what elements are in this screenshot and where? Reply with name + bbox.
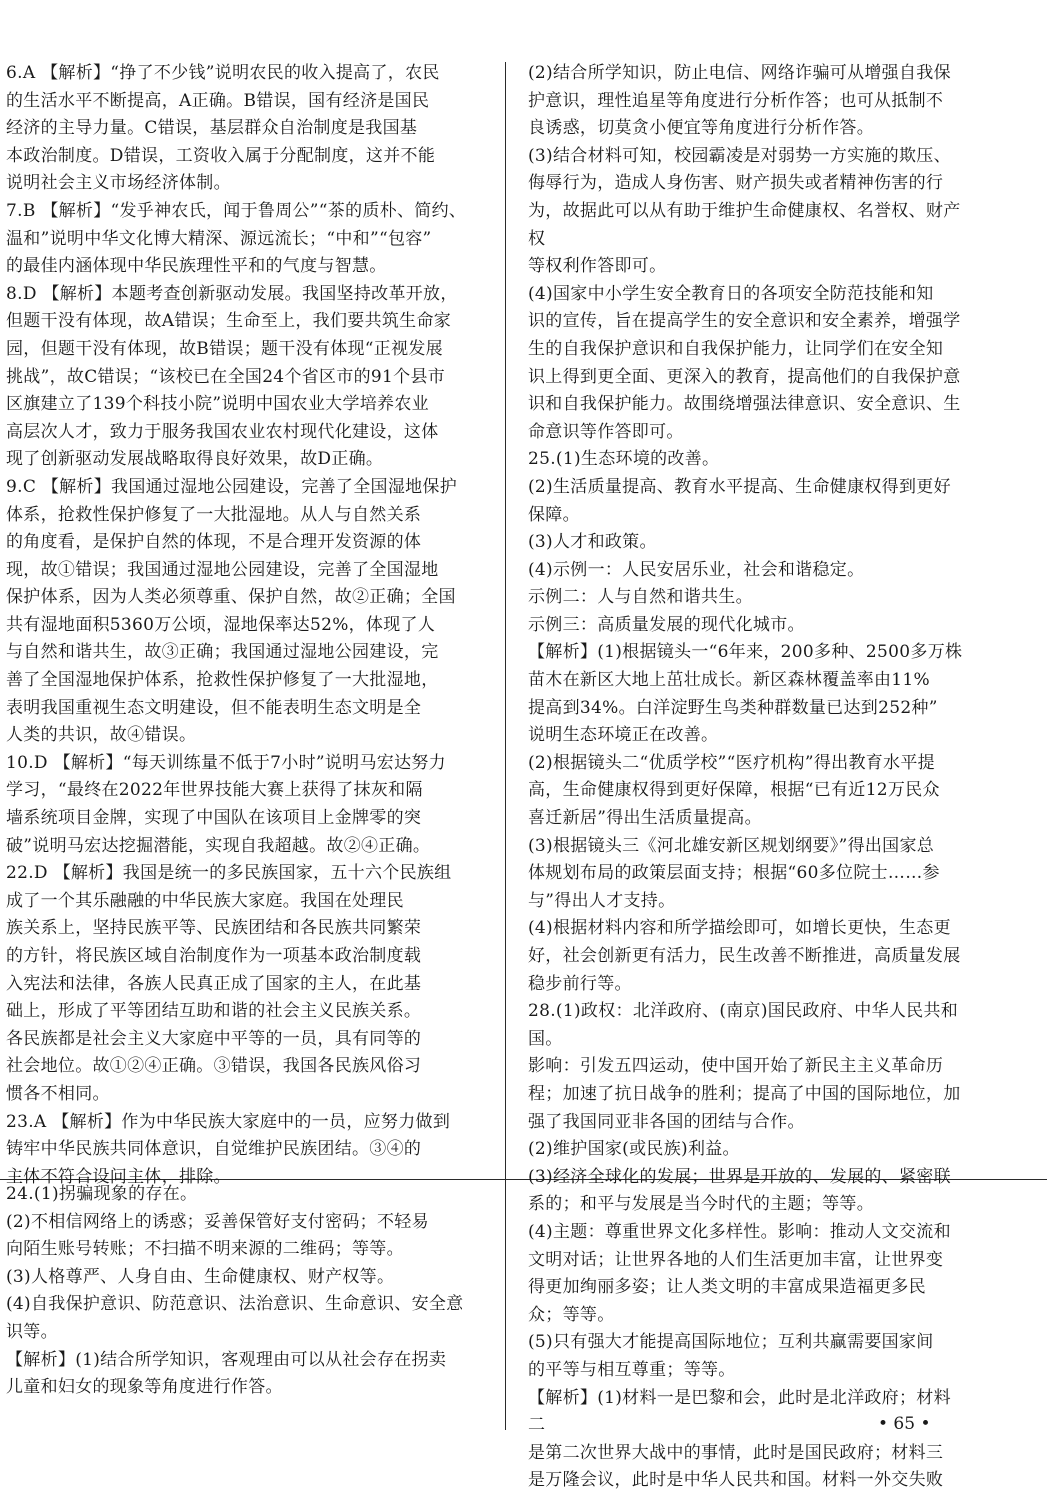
text-line: 经济的主导力量。C错误，基层群众自治制度是我国基 — [6, 118, 418, 139]
text-line: 说明生态环境正在改善。 — [528, 725, 719, 746]
text-line: 与”得出人才支持。 — [528, 890, 676, 911]
text-line: 识和自我保护能力。故围绕增强法律意识、安全意识、生 — [528, 394, 961, 415]
text-line: 体系，抢救性保护修复了一大批湿地。从人与自然关系 — [6, 504, 422, 525]
left-column-bottom — [6, 1181, 484, 1402]
text-line: 【解析】(1)结合所学知识，客观理由可以从社会存在拐卖 — [6, 1349, 447, 1370]
text-line: 生的自我保护意识和自我保护能力，让同学们在安全知 — [528, 338, 944, 359]
column-divider-lower — [505, 1180, 506, 1430]
text-line: (3)人才和政策。 — [528, 532, 657, 553]
text-line: (3)人格尊严、人身自由、生命健康权、财产权等。 — [6, 1266, 395, 1287]
text-line: 7.B 【解析】“发乎神农氏，闻于鲁周公”“茶的质朴、简约、 — [6, 200, 467, 221]
text-line: 识等。 — [6, 1321, 58, 1342]
text-line: 础上，形成了平等团结互助和谐的社会主义民族关系。 — [6, 1001, 422, 1022]
text-line: 说明社会主义市场经济体制。 — [6, 173, 231, 194]
text-line: 保障。 — [528, 504, 580, 525]
text-line: 良诱惑，切莫贪小便宜等角度进行分析作答。 — [528, 118, 874, 139]
text-line: (4)国家中小学生安全教育日的各项安全防范技能和知 — [528, 283, 934, 304]
text-line: 但题干没有体现，故A错误；生命至上，我们要共筑生命家 — [6, 311, 452, 332]
text-line: (2)生活质量提高、教育水平提高、生命健康权得到更好 — [528, 476, 951, 497]
text-line: 【解析】(1)根据镜头一“6年来，200多种、2500多万株 — [528, 642, 963, 663]
text-line: (4)根据材料内容和所学描绘即可，如增长更快，生态更 — [528, 918, 951, 939]
text-line: 惯各不相同。 — [6, 1083, 110, 1104]
text-line: 得更加绚丽多姿；让人类文明的丰富成果造福更多民 — [528, 1277, 926, 1298]
text-line: 各民族都是社会主义大家庭中平等的一员，具有同等的 — [6, 1028, 422, 1049]
text-line: 主体不符合设问主体，排除。 — [6, 1166, 231, 1187]
text-line: 区旗建立了139个科技小院”说明中国农业大学培养农业 — [6, 394, 429, 415]
text-line: (3)结合材料可知，校园霸凌是对弱势一方实施的欺压、 — [528, 145, 951, 166]
text-line: 向陌生账号转账；不扫描不明来源的二维码；等等。 — [6, 1239, 404, 1260]
text-line: 众；等等。 — [528, 1304, 615, 1325]
text-line: 现了创新驱动发展战略取得良好效果，故D正确。 — [6, 449, 384, 470]
text-line: (2)根据镜头二“优质学校”“医疗机构”得出教育水平提 — [528, 752, 935, 773]
left-column-top — [6, 60, 484, 1191]
answer-entry — [6, 198, 484, 281]
right-column — [528, 60, 968, 1495]
text-line: 体规划布局的政策层面支持；根据“60多位院士……参 — [528, 863, 940, 884]
answer-entry — [6, 1181, 484, 1402]
text-line: 表明我国重视生态文明建设，但不能表明生态文明是全 — [6, 697, 422, 718]
text-line: (2)不相信网络上的诱惑；妥善保管好支付密码；不轻易 — [6, 1211, 429, 1232]
text-line: 24.(1)拐骗现象的存在。 — [6, 1184, 198, 1204]
answer-entry — [6, 860, 484, 1108]
text-line: 好，社会创新更有活力，民生改善不断推进，高质量发展 — [528, 946, 961, 966]
text-line: 28.(1)政权：北洋政府、(南京)国民政府、中华人民共和国。 — [528, 1001, 959, 1049]
text-line: 破”说明马宏达挖掘潜能，实现自我超越。故②④正确。 — [6, 835, 431, 856]
answer-entry — [528, 281, 968, 447]
answer-entry — [6, 474, 484, 750]
text-line: 命意识等作答即可。 — [528, 421, 684, 442]
text-line: 6.A 【解析】“挣了不少钱”说明农民的收入提高了，农民 — [6, 63, 440, 83]
answer-entry — [6, 750, 484, 860]
page-number: • 65 • — [878, 1414, 931, 1434]
text-line: (3)经济全球化的发展；世界是开放的、发展的、紧密联 — [528, 1166, 951, 1187]
text-line: 强了我国同亚非各国的团结与合作。 — [528, 1111, 805, 1132]
text-line: 温和”说明中华文化博大精深、源远流长；“中和”“包容” — [6, 228, 432, 249]
text-line: 挑战”，故C错误；“该校已在全国24个省区市的91个县市 — [6, 366, 446, 387]
text-line: 系的；和平与发展是当今时代的主题；等等。 — [528, 1194, 874, 1215]
text-line: 的方针，将民族区域自治制度作为一项基本政治制度载 — [6, 946, 422, 966]
text-line: 成了一个其乐融融的中华民族大家庭。我国在处理民 — [6, 890, 404, 911]
text-line: 示例三：高质量发展的现代化城市。 — [528, 614, 805, 635]
text-line: 现，故①错误；我国通过湿地公园建设，完善了全国湿地 — [6, 559, 439, 580]
text-line: 提高到34%。白洋淀野生鸟类种群数量已达到252种” — [528, 697, 938, 718]
text-line: 的最佳内涵体现中华民族理性平和的气度与智慧。 — [6, 256, 387, 277]
text-line: 人类的共识，故④错误。 — [6, 725, 197, 746]
text-line: 喜迁新居”得出生活质量提高。 — [528, 808, 762, 829]
text-line: 学习，“最终在2022年世界技能大赛上获得了抹灰和隔 — [6, 780, 423, 801]
text-line: 墙系统项目金牌，实现了中国队在该项目上金牌零的突 — [6, 808, 422, 829]
answer-entry — [528, 60, 968, 143]
text-line: 识上得到更全面、更深入的教育，提高他们的自我保护意 — [528, 366, 961, 387]
text-line: 入宪法和法律，各族人民真正成了国家的主人，在此基 — [6, 973, 422, 994]
text-line: 高层次人才，致力于服务我国农业农村现代化建设，这体 — [6, 421, 439, 442]
text-line: 22.D 【解析】我国是统一的多民族国家，五十六个民族组 — [6, 863, 452, 884]
text-line: 的平等与相互尊重；等等。 — [528, 1359, 736, 1380]
text-line: 保护体系，因为人类必须尊重、保护自然，故②正确；全国 — [6, 587, 456, 608]
text-line: 9.C 【解析】我国通过湿地公园建设，完善了全国湿地保护 — [6, 476, 458, 497]
text-line: 与自然和谐共生，故③正确；我国通过湿地公园建设，完 — [6, 642, 439, 663]
column-divider — [505, 62, 506, 1182]
text-line: 的生活水平不断提高，A正确。B错误，国有经济是国民 — [6, 90, 430, 111]
text-line: 儿童和妇女的现象等角度进行作答。 — [6, 1377, 283, 1398]
text-line: 影响：引发五四运动，使中国开始了新民主主义革命历 — [528, 1056, 944, 1077]
answer-entry — [6, 1109, 484, 1192]
text-line: (4)示例一：人民安居乐业，社会和谐稳定。 — [528, 559, 865, 580]
text-line: (4)主题：尊重世界文化多样性。影响：推动人文交流和 — [528, 1221, 951, 1242]
text-line: 文明对话；让世界各地的人们生活更加丰富，让世界变 — [528, 1249, 944, 1270]
text-line: 8.D 【解析】本题考查创新驱动发展。我国坚持改革开放， — [6, 283, 458, 304]
text-line: 稳步前行等。 — [528, 973, 632, 994]
text-line: 25.(1)生态环境的改善。 — [528, 449, 720, 470]
text-line: 为，故据此可以从有助于维护生命健康权、名誉权、财产权 — [528, 200, 961, 249]
text-line: 护意识，理性追星等角度进行分析作答；也可从抵制不 — [528, 90, 944, 111]
text-line: 的角度看，是保护自然的体现，不是合理开发资源的体 — [6, 532, 422, 553]
text-line: 是第二次世界大战中的事情，此时是国民政府；材料三 — [528, 1442, 944, 1463]
text-line: 善了全国湿地保护体系，抢救性保护修复了一大批湿地， — [6, 670, 439, 691]
text-line: 【解析】(1)材料一是巴黎和会，此时是北洋政府；材料二 — [528, 1387, 951, 1436]
text-line: 23.A 【解析】作为中华民族大家庭中的一员，应努力做到 — [6, 1111, 451, 1132]
text-line: 是万隆会议，此时是中华人民共和国。材料一外交失败 — [528, 1470, 944, 1491]
text-line: 识的宣传，旨在提高学生的安全意识和安全素养，增强学 — [528, 311, 961, 332]
text-line: 园，但题干没有体现，故B错误；题干没有体现“正视发展 — [6, 338, 443, 359]
text-line: 共有湿地面积5360万公顷，湿地保率达52%，体现了人 — [6, 614, 436, 635]
text-line: 铸牢中华民族共同体意识，自觉维护民族团结。③④的 — [6, 1139, 422, 1160]
text-line: 社会地位。故①②④正确。③错误，我国各民族风俗习 — [6, 1056, 422, 1077]
text-line: 程；加速了抗日战争的胜利；提高了中国的国际地位，加 — [528, 1083, 961, 1104]
text-line: 苗木在新区大地上茁壮成长。新区森林覆盖率由11% — [528, 670, 930, 691]
text-line: (2)维护国家(或民族)利益。 — [528, 1139, 740, 1160]
text-line: 高，生命健康权得到更好保障，根据“已有近12万民众 — [528, 780, 940, 801]
text-line: 示例二：人与自然和谐共生。 — [528, 587, 753, 608]
text-line: 侮辱行为，造成人身伤害、财产损失或者精神伤害的行 — [528, 173, 944, 194]
text-line: 10.D 【解析】“每天训练量不低于7小时”说明马宏达努力 — [6, 752, 446, 773]
answer-entry — [6, 60, 484, 198]
answer-entry — [528, 143, 968, 281]
text-line: 族关系上，坚持民族平等、民族团结和各民族共同繁荣 — [6, 918, 422, 939]
text-line: 等权利作答即可。 — [528, 256, 667, 277]
text-line: 本政治制度。D错误，工资收入属于分配制度，这并不能 — [6, 145, 436, 166]
text-line: (3)根据镜头三《河北雄安新区规划纲要》”得出国家总 — [528, 835, 935, 856]
answer-entry — [528, 446, 968, 998]
text-line: (4)自我保护意识、防范意识、法治意识、生命意识、安全意 — [6, 1294, 464, 1315]
text-line: (5)只有强大才能提高国际地位；互利共赢需要国家间 — [528, 1332, 934, 1353]
answer-entry — [6, 281, 484, 474]
text-line: (2)结合所学知识，防止电信、网络诈骗可从增强自我保 — [528, 63, 951, 83]
